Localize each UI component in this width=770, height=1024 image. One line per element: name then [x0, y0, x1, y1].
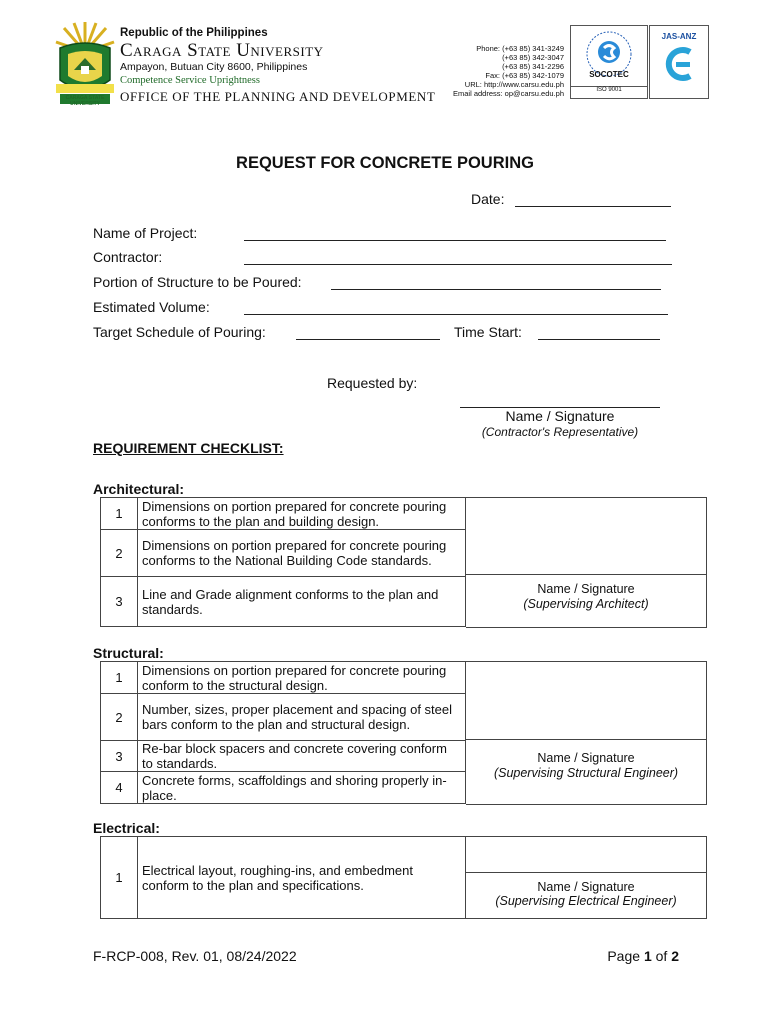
item-text: Number, sizes, proper placement and spacing of steel bars conform to the plan and structural design. [138, 694, 466, 741]
table-row [101, 530, 466, 577]
portion-field[interactable] [331, 288, 661, 290]
office-name: OFFICE OF THE PLANNING AND DEVELOPMENT [120, 89, 436, 104]
project-label: Name of Project: [93, 225, 198, 241]
structural-role: (Supervising Structural Engineer) [493, 766, 679, 780]
electrical-table [100, 836, 466, 919]
iso-standard: ISO 9001 [571, 86, 647, 93]
form-code: F-RCP-008, Rev. 01, 08/24/2022 [93, 948, 297, 964]
item-text: Re-bar block spacers and concrete covering conform to standards. [138, 741, 466, 772]
architect-signature-label: Name / Signature [537, 582, 635, 596]
item-text: Electrical layout, roughing-ins, and embedment conform to the plan and specifications. [138, 837, 466, 919]
item-number: 4 [101, 772, 138, 804]
date-label: Date: [471, 191, 505, 207]
electrical-signature-divider [466, 872, 706, 873]
contact-fax: Fax: (+63 85) 342-1079 [485, 71, 564, 80]
electrical-signature-label: Name / Signature [537, 880, 635, 894]
item-number: 1 [101, 837, 138, 919]
architect-role: (Supervising Architect) [523, 597, 649, 611]
university-name: Caraga State University [120, 40, 324, 61]
item-number: 1 [101, 662, 138, 694]
jas-anz-cert-logo [649, 25, 709, 99]
electrical-title: Electrical: [93, 820, 160, 836]
jas-anz-name: JAS-ANZ [661, 32, 697, 41]
page-of: of [655, 948, 668, 964]
contact-url: URL: http://www.carsu.edu.ph [464, 80, 564, 89]
item-text: Line and Grade alignment conforms to the plan and standards. [138, 577, 466, 627]
architectural-title: Architectural: [93, 481, 185, 497]
project-field[interactable] [244, 239, 666, 241]
checklist-heading: REQUIREMENT CHECKLIST: [93, 440, 284, 456]
page-word: Page [607, 948, 641, 964]
contact-phone-3: (+63 85) 341-2296 [502, 62, 564, 71]
socotec-name: SOCOTEC [589, 70, 629, 79]
volume-label: Estimated Volume: [93, 299, 210, 315]
structural-signature-box[interactable] [466, 661, 707, 805]
structural-title: Structural: [93, 645, 164, 661]
item-number: 2 [101, 694, 138, 741]
schedule-field[interactable] [296, 338, 440, 340]
item-number: 1 [101, 498, 138, 530]
republic-line: Republic of the Philippines [120, 27, 268, 39]
structural-signature-divider [466, 739, 706, 740]
table-row [101, 577, 466, 627]
electrical-role: (Supervising Electrical Engineer) [495, 894, 677, 908]
page-total: 2 [671, 948, 679, 964]
item-text: Dimensions on portion prepared for concrete pouring conforms to the plan and building design. [138, 498, 466, 530]
university-address: Ampayon, Butuan City 8600, Philippines [120, 61, 308, 73]
contractor-field[interactable] [244, 263, 672, 265]
page-number [560, 948, 679, 964]
motto-uprightness: Uprightness [209, 75, 260, 86]
schedule-label: Target Schedule of Pouring: [93, 324, 266, 340]
table-row [101, 694, 466, 741]
requested-by-label: Requested by: [327, 375, 418, 391]
motto-competence: Competence [120, 75, 173, 86]
item-number: 3 [101, 741, 138, 772]
contractor-signature-label: Name / Signature [505, 408, 615, 424]
contact-email: Email address: op@carsu.edu.ph [452, 89, 564, 98]
portion-label: Portion of Structure to be Poured: [93, 274, 302, 290]
architect-signature-divider [466, 574, 706, 575]
table-row [101, 498, 466, 530]
contractor-label: Contractor: [93, 249, 163, 265]
item-text: Dimensions on portion prepared for concrete pouring conform to the structural design. [138, 662, 466, 694]
table-row [101, 662, 466, 694]
structural-signature-label: Name / Signature [537, 751, 635, 765]
item-number: 2 [101, 530, 138, 577]
structural-table [100, 661, 466, 804]
contact-phone-2: (+63 85) 342-3047 [502, 53, 564, 62]
time-start-field[interactable] [538, 338, 660, 340]
item-text: Concrete forms, scaffoldings and shoring properly in-place. [138, 772, 466, 804]
seal-caption: CARAGA STATE UNIVERSITY [65, 95, 105, 107]
contact-phone: Phone: (+63 85) 341-3249 [476, 44, 564, 53]
date-field[interactable] [515, 205, 671, 207]
time-start-label: Time Start: [454, 324, 522, 340]
table-row [101, 741, 466, 772]
motto-service: Service [175, 75, 207, 86]
socotec-cert-logo [570, 25, 648, 99]
form-title: REQUEST FOR CONCRETE POURING [236, 154, 534, 172]
table-row [101, 837, 466, 919]
university-motto [120, 75, 260, 86]
page-current: 1 [643, 948, 652, 964]
item-number: 3 [101, 577, 138, 627]
volume-field[interactable] [244, 313, 668, 315]
contractor-role: (Contractor's Representative) [481, 425, 639, 439]
architectural-table [100, 497, 466, 627]
contact-block [440, 44, 564, 98]
item-text: Dimensions on portion prepared for concrete pouring conforms to the National Building Code standards. [138, 530, 466, 577]
table-row [101, 772, 466, 804]
